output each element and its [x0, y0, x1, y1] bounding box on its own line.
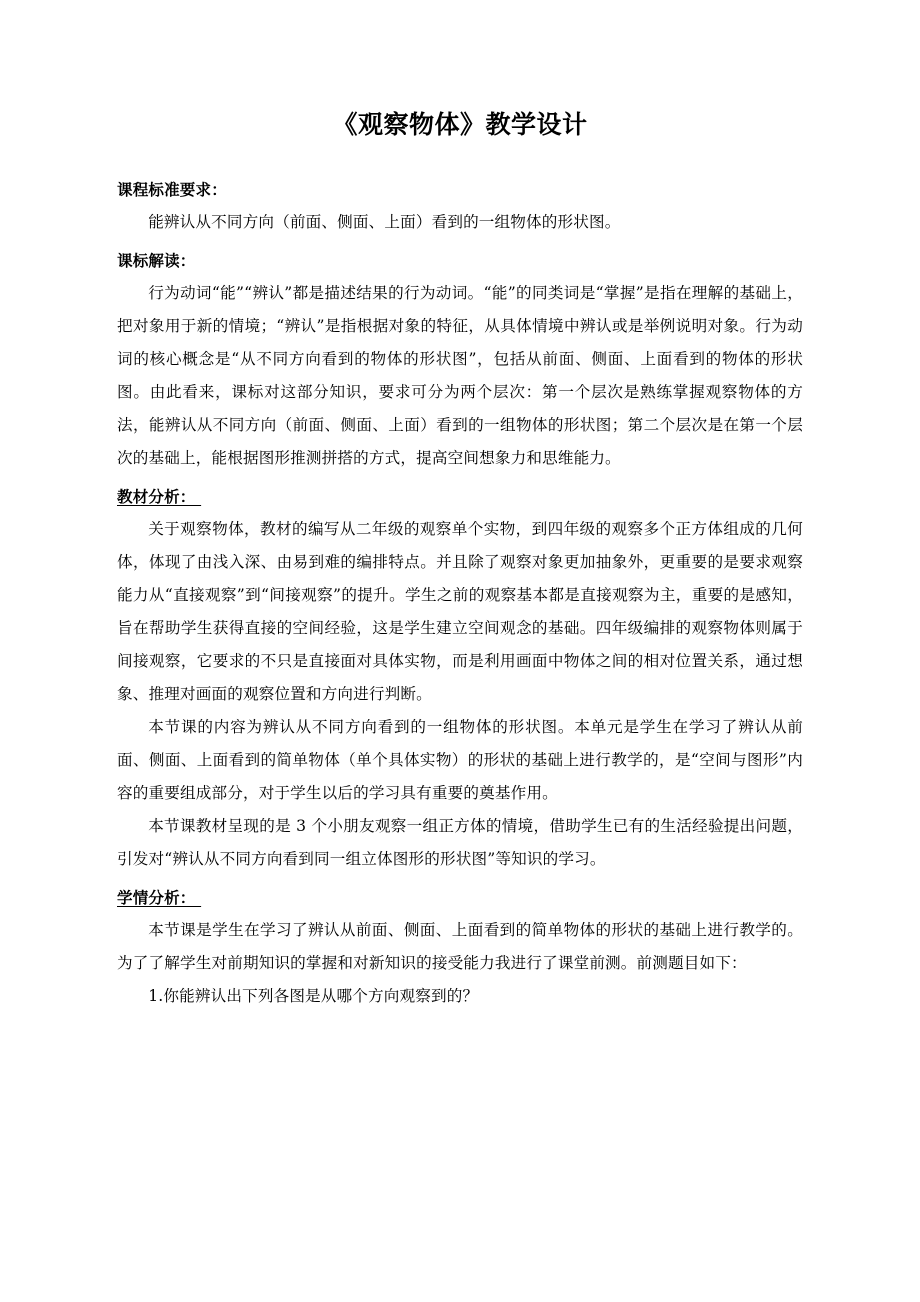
- page-title: 《观察物体》教学设计: [332, 110, 588, 139]
- paragraph-standard-interpretation: 行为动词“能”“辨认”都是描述结果的行为动词。“能”的同类词是“掌握”是指在理解的基础上，把对象用于新的情境；“辨认”是指根据对象的特征，从具体情境中辨认或是举例说明对象。行为动词的核心概念是“从不同方向看到的物体的形状图”，包括从前面、侧面、上面看到的物体的形状图。由此看来，课标对这部分知识，要求可分为两个层次：第一个层次是熟练掌握观察物体的方法，能辨认从不同方向（前面、侧面、上面）看到的一组物体的形状图；第二个层次是在第一个层次的基础上，能根据图形推测拼搭的方式，提高空间想象力和思维能力。: [117, 284, 803, 467]
- heading-standard-requirement: 课程标准要求：: [117, 180, 227, 199]
- heading-textbook-analysis: 教材分析：: [117, 487, 202, 506]
- document-content: [117, 0, 803, 1013]
- paragraph-textbook-analysis-3: 本节课教材呈现的是 3 个小朋友观察一组正方体的情境，借助学生已有的生活经验提出问题，引发对“辨认从不同方向看到同一组立体图形的形状图”等知识的学习。: [117, 817, 803, 868]
- heading-student-analysis: 学情分析：: [117, 888, 202, 907]
- paragraph-standard-requirement: 能辨认从不同方向（前面、侧面、上面）看到的一组物体的形状图。: [148, 213, 621, 231]
- paragraph-textbook-analysis-2: 本节课的内容为辨认从不同方向看到的一组物体的形状图。本单元是学生在学习了辨认从前面、侧面、上面看到的简单物体（单个具体实物）的形状的基础上进行教学的，是“空间与图形”内容的重要组成部分，对于学生以后的学习具有重要的奠基作用。: [117, 718, 803, 802]
- paragraph-student-analysis-question-1: 1.你能辨认出下列各图是从哪个方向观察到的？: [148, 987, 479, 1005]
- heading-standard-interpretation: 课标解读：: [117, 251, 196, 270]
- paragraph-student-analysis-1: 本节课是学生在学习了辨认从前面、侧面、上面看到的简单物体的形状的基础上进行教学的。为了了解学生对前期知识的掌握和对新知识的接受能力我进行了课堂前测。前测题目如下：: [117, 921, 803, 972]
- paragraph-textbook-analysis-1: 关于观察物体，教材的编写从二年级的观察单个实物，到四年级的观察多个正方体组成的几何体，体现了由浅入深、由易到难的编排特点。并且除了观察对象更加抽象外，更重要的是要求观察能力从“直接观察”到“间接观察”的提升。学生之前的观察基本都是直接观察为主，重要的是感知，旨在帮助学生获得直接的空间经验，这是学生建立空间观念的基础。四年级编排的观察物体则属于间接观察，它要求的不只是直接面对具体实物，而是利用画面中物体之间的相对位置关系，通过想象、推理对画面的观察位置和方向进行判断。: [117, 520, 803, 703]
